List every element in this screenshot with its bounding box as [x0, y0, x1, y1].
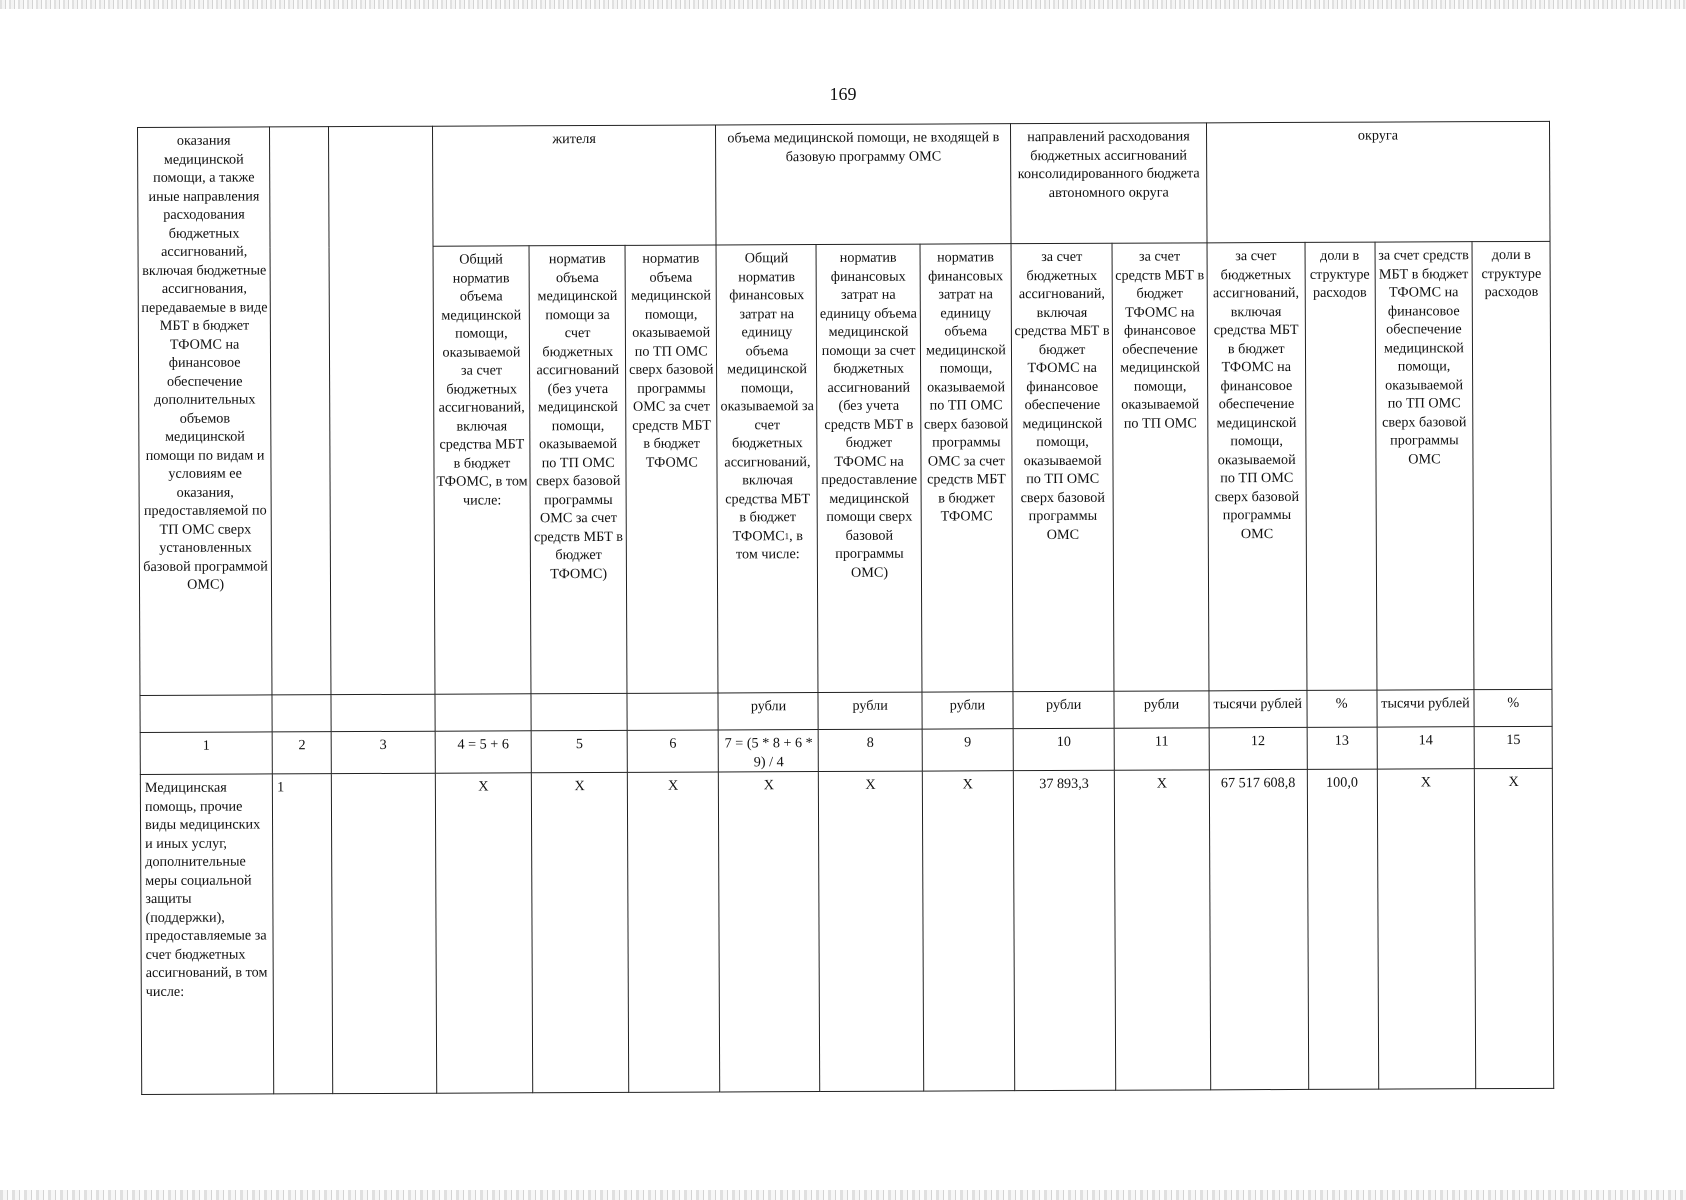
header-col14: за счет средств МБТ в бюджет ТФОМС на финансовое обеспечение медицинской помощи, оказываемой по ТП ОМС сверх базовой программы ОМС — [1375, 242, 1475, 690]
unit-cell — [435, 694, 532, 731]
header-col6: норматив объема медицинской помощи, оказываемой по ТП ОМС сверх базовой программы ОМС за счет средств МБТ в бюджет ТФОМС — [625, 245, 718, 693]
table-cell: Х — [1377, 769, 1476, 1089]
unit-cell — [272, 695, 331, 732]
unit-cell: рубли — [718, 693, 818, 730]
table-cell: 100,0 — [1307, 769, 1378, 1089]
col-number: 10 — [1013, 728, 1114, 770]
col-number: 5 — [532, 730, 628, 772]
header-group-b: объема медицинской помощи, не входящей в базовую программу ОМС — [716, 124, 1011, 245]
table-cell: Х — [627, 772, 720, 1092]
header-col1: оказания медицинской помощи, а также иные направления расходования бюджетных ассигнований, включая бюджетные ассигнования, передаваемые в виде МБТ в бюджет ТФОМС на финансовое обеспечение дополнительных объемов медицинской помощи по видам и условиям ее оказания, предоставляемой по ТП ОМС сверх установленных базовой программой ОМС) — [138, 127, 273, 696]
col-number: 13 — [1307, 727, 1377, 769]
unit-cell — [531, 693, 627, 730]
col-number: 14 — [1377, 727, 1475, 769]
header-group-a: жителя — [432, 125, 716, 246]
unit-cell — [627, 693, 719, 730]
table-cell — [332, 773, 437, 1093]
header-col11: за счет средств МБТ в бюджет ТФОМС на финансовое обеспечение медицинской помощи, оказываемой по ТП ОМС — [1112, 243, 1209, 691]
unit-cell — [331, 694, 434, 731]
budget-table — [137, 121, 1554, 1095]
unit-cell: рубли — [818, 692, 921, 729]
col-number: 7 = (5 * 8 + 6 * 9) / 4 — [719, 730, 819, 772]
table-cell: Х — [532, 772, 629, 1092]
col-number: 3 — [332, 731, 435, 773]
row-label: Медицинская помощь, прочие виды медицинских и иных услуг, дополнительные меры социальной защиты (поддержки), предоставляемые за счет бюджетных ассигнований, в том числе: — [140, 774, 274, 1095]
header-col4: Общий норматив объема медицинской помощи, оказываемой за счет бюджетных ассигнований, включая средства МБТ в бюджет ТФОМС, в том числе: — [433, 246, 532, 694]
header-group-d: округа — [1206, 121, 1550, 242]
header-col3 — [329, 126, 435, 694]
header-col13: доли в структуре расходов — [1305, 242, 1377, 690]
unit-cell: % — [1474, 689, 1552, 726]
page-number: 169 — [829, 84, 857, 104]
footnote-mark: 1 — [784, 530, 790, 541]
header-col10: за счет бюджетных ассигнований, включая средства МБТ в бюджет ТФОМС на финансовое обеспечение медицинской помощи, оказываемой по ТП ОМС сверх базовой программы ОМС — [1011, 243, 1114, 691]
header-col7-text: Общий норматив финансовых затрат на единицу объема медицинской помощи, оказываемой за счет бюджетных ассигнований, включая средства МБТ в бюджет ТФОМС — [720, 250, 814, 544]
table-row — [140, 768, 1553, 1094]
unit-cell: рубли — [1013, 691, 1114, 728]
unit-cell: тысячи рублей — [1209, 690, 1307, 727]
header-col7-suffix: , в том числе: — [735, 527, 803, 563]
col-number: 9 — [922, 729, 1014, 771]
col-number: 4 = 5 + 6 — [435, 731, 532, 773]
table-cell: Х — [719, 772, 820, 1092]
unit-cell — [140, 695, 272, 733]
unit-cell: рубли — [922, 692, 1014, 729]
scan-edge-top — [0, 0, 1686, 9]
header-col15: доли в структуре расходов — [1472, 241, 1552, 689]
col-number: 15 — [1475, 726, 1553, 768]
table-cell: Х — [1115, 770, 1211, 1090]
unit-cell: % — [1307, 690, 1377, 727]
header-col7 — [717, 245, 819, 693]
scan-edge-bottom — [0, 1190, 1686, 1200]
unit-cell: тысячи рублей — [1377, 690, 1475, 727]
header-group-c: направлений расходования бюджетных ассигнований консолидированного бюджета автономного округа — [1011, 123, 1207, 244]
col-number: 8 — [819, 729, 922, 771]
col-number: 2 — [272, 732, 331, 774]
col-number: 12 — [1209, 727, 1307, 769]
header-col8: норматив финансовых затрат на единицу объема медицинской помощи за счет бюджетных ассигнований (без учета средств МБТ в бюджет ТФОМС на предоставление медицинской помощи сверх базовой программы ОМС) — [817, 244, 922, 692]
table-cell: Х — [922, 771, 1015, 1091]
header-col2 — [270, 127, 332, 695]
row-number: 1 — [273, 774, 334, 1094]
col-number: 11 — [1114, 728, 1209, 770]
table-cell: 37 893,3 — [1013, 770, 1115, 1090]
column-numbers-row — [140, 726, 1552, 774]
col-number: 6 — [627, 730, 719, 772]
table-cell: 67 517 608,8 — [1209, 769, 1308, 1089]
header-col5: норматив объема медицинской помощи за счет бюджетных ассигнований (без учета медицинской помощи, оказываемой по ТП ОМС сверх базовой программы ОМС за счет средств МБТ в бюджет ТФОМС) — [529, 245, 627, 693]
col-number: 1 — [140, 732, 272, 775]
header-col12: за счет бюджетных ассигнований, включая средства МБТ в бюджет ТФОМС на финансовое обеспечение медицинской помощи, оказываемой по ТП ОМС сверх базовой программы ОМС — [1207, 242, 1307, 690]
table-cell: Х — [1475, 768, 1554, 1088]
header-col9: норматив финансовых затрат на единицу объема медицинской помощи, оказываемой по ТП ОМС сверх базовой программы ОМС за счет средств МБТ в бюджет ТФОМС — [920, 244, 1013, 692]
units-row — [140, 689, 1552, 732]
unit-cell: рубли — [1114, 691, 1209, 728]
table-cell: Х — [819, 771, 924, 1091]
table-cell: Х — [435, 773, 533, 1093]
header-group-row — [138, 121, 1551, 247]
